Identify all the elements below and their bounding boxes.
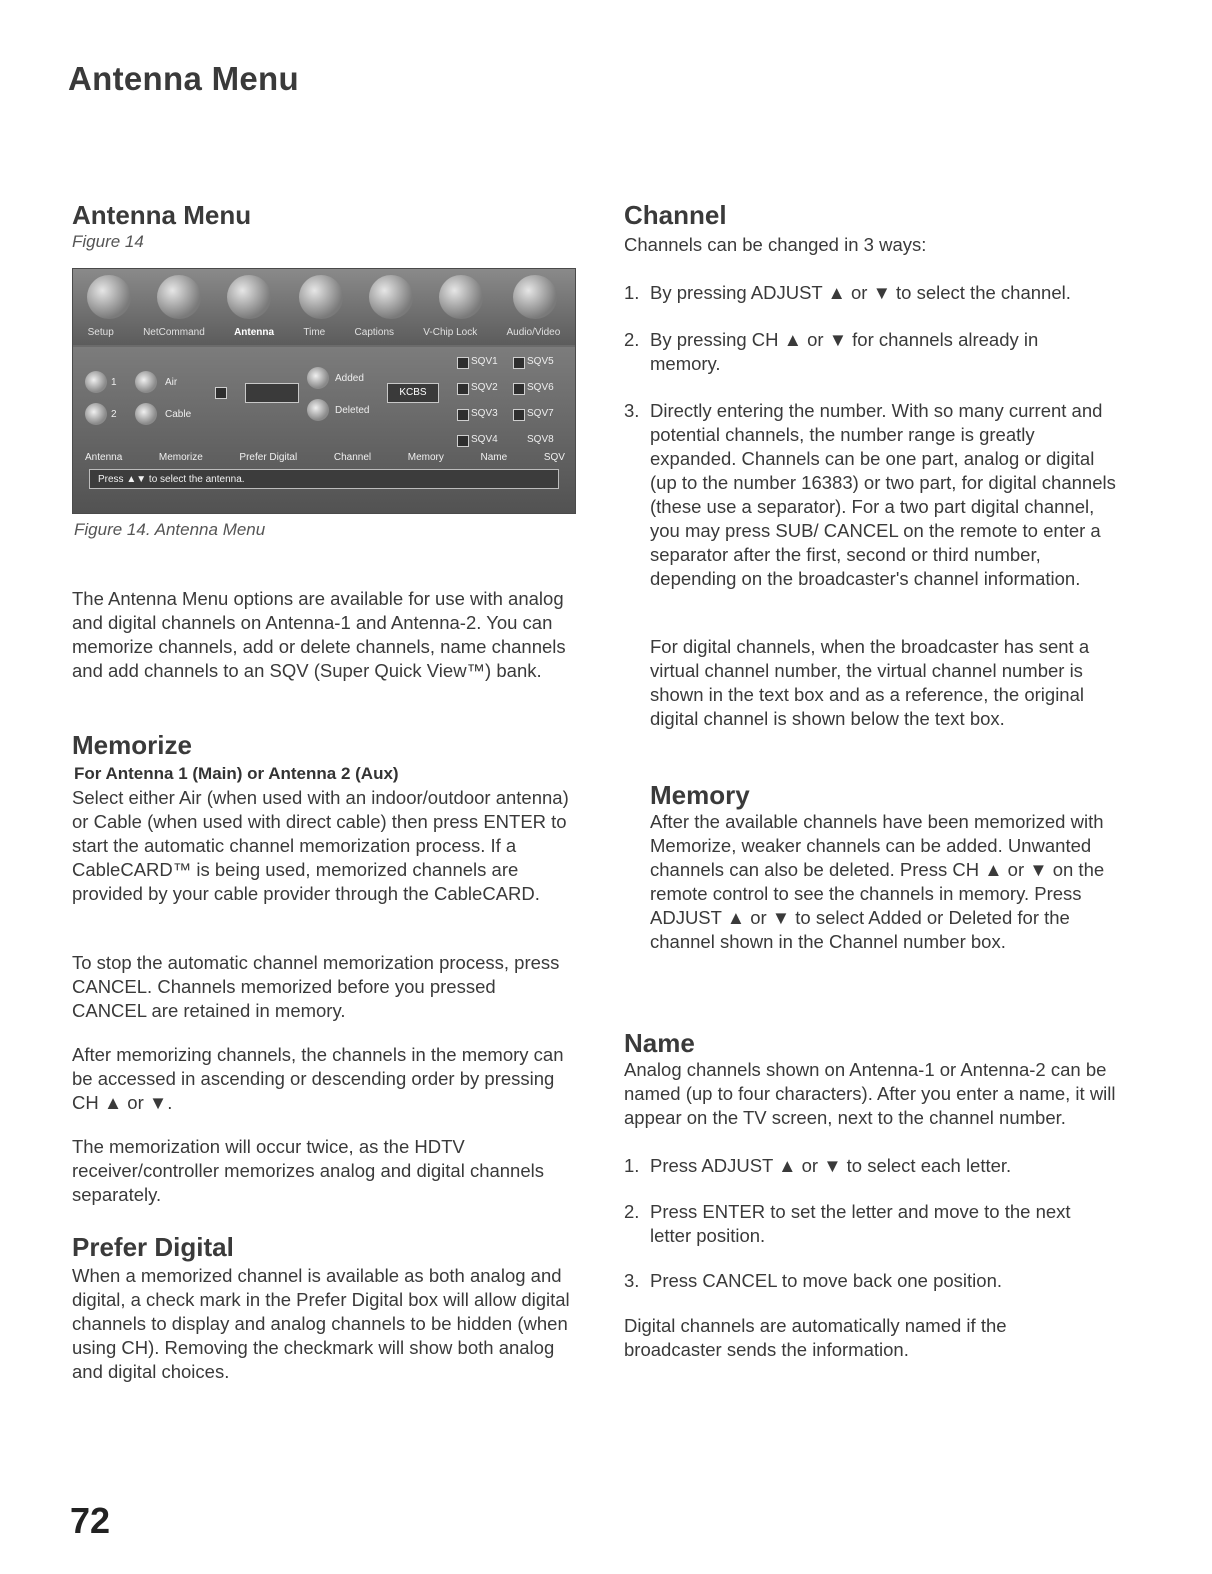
cable-radio	[135, 403, 157, 425]
prefer-digital-text: When a memorized channel is available as both analog and digital, a check mark in the Prefer Digital box will allow digital channels to display and analog channels to be hidden (when using CH). Removing the checkmark will show both analog and digital choices.	[72, 1265, 570, 1382]
channel-item-1	[624, 281, 1124, 305]
list-text: By pressing ADJUST ▲ or ▼ to select the channel.	[650, 282, 1071, 303]
col-antenna: Antenna	[85, 452, 123, 463]
antenna-icon	[227, 275, 271, 319]
prefer-digital-checkbox	[215, 387, 227, 399]
memorize-p3: After memorizing channels, the channels in the memory can be accessed in ascending or descending order by pressing CH ▲ or ▼.	[72, 1044, 564, 1113]
tab-netcommand: NetCommand	[143, 326, 205, 338]
memorize-heading: Memorize	[72, 730, 192, 760]
air-label: Air	[165, 377, 178, 388]
antenna-2-radio	[85, 403, 107, 425]
col-prefer-digital: Prefer Digital	[239, 452, 298, 463]
list-number: 2.	[624, 329, 640, 350]
added-radio	[307, 367, 329, 389]
list-text: Directly entering the number. With so many current and potential channels, the number range is greatly expanded. Channels can be one part, analog or digital (up to the number 16383) or two part, for digital channels (these use a separator). For a two part digital channel, you may press SUB/ CANCEL on the remote to enter a separator after the first, second or third number, depending on the broadcaster's channel information.	[650, 400, 1116, 589]
tab-antenna: Antenna	[234, 326, 275, 338]
sqv3-checkbox	[457, 409, 469, 421]
sqv1-label: SQV1	[471, 356, 498, 367]
captions-icon	[369, 275, 413, 319]
list-number: 2.	[624, 1201, 640, 1222]
col-channel: Channel	[333, 452, 372, 463]
list-text: Press ADJUST ▲ or ▼ to select each letter.	[650, 1155, 1012, 1176]
figure-caption: Figure 14. Antenna Menu	[74, 520, 266, 539]
intro-paragraph: The Antenna Menu options are available for use with analog and digital channels on Antenna-1 and Antenna-2. You can memorize channels, add or delete channels, name channels and add channels to an SQV (Super Quick View™) bank.	[72, 588, 566, 681]
tab-time: Time	[303, 326, 326, 338]
sqv8-label: SQV8	[527, 434, 554, 445]
channel-item-3	[624, 399, 1116, 591]
tab-vchip-lock: V-Chip Lock	[423, 326, 478, 338]
memory-heading: Memory	[650, 780, 750, 810]
memorize-p1: Select either Air (when used with an indoor/outdoor antenna) or Cable (when used with direct cable) then press ENTER to start the automatic channel memorization process. If a CableCARD™ is being used, memorized channels are provided by your cable provider through the CableCARD.	[72, 787, 569, 904]
tab-setup: Setup	[87, 326, 114, 338]
memorize-p2: To stop the automatic channel memorization process, press CANCEL. Channels memorized before you pressed CANCEL are retained in memory.	[72, 952, 560, 1021]
channel-heading: Channel	[624, 200, 727, 230]
figure-label: Figure 14	[72, 232, 144, 251]
name-item-3	[624, 1269, 1104, 1293]
page-number: 72	[70, 1500, 111, 1541]
col-memorize: Memorize	[158, 452, 203, 463]
channel-item-2	[624, 328, 1104, 376]
tab-captions: Captions	[354, 326, 394, 338]
antenna-1-label: 1	[111, 377, 117, 388]
sqv7-checkbox	[513, 409, 525, 421]
sqv6-checkbox	[513, 383, 525, 395]
tab-audio-video: Audio/Video	[506, 326, 561, 338]
name-heading: Name	[624, 1028, 695, 1058]
menu-icon-bar	[73, 269, 575, 345]
prefer-digital-heading: Prefer Digital	[72, 1232, 234, 1262]
name-outro: Digital channels are automatically named if the broadcaster sends the information.	[624, 1315, 1007, 1360]
memorize-subheading: For Antenna 1 (Main) or Antenna 2 (Aux)	[74, 764, 399, 783]
antenna-2-label: 2	[111, 409, 117, 420]
name-item-2	[624, 1200, 1094, 1248]
lock-icon	[439, 275, 483, 319]
sqv6-label: SQV6	[527, 382, 554, 393]
col-memory: Memory	[407, 452, 444, 463]
sqv4-label: SQV4	[471, 434, 498, 445]
netcommand-icon	[157, 275, 201, 319]
setup-icon	[87, 275, 131, 319]
memorize-p4: The memorization will occur twice, as the HDTV receiver/controller memorizes analog and digital channels separately.	[72, 1136, 544, 1205]
sqv2-checkbox	[457, 383, 469, 395]
sqv5-checkbox	[513, 357, 525, 369]
list-number: 1.	[624, 1155, 640, 1176]
list-number: 3.	[624, 400, 640, 421]
list-number: 3.	[624, 1270, 640, 1291]
channel-note: For digital channels, when the broadcaster has sent a virtual channel number, the virtual channel number is shown in the text box and as a reference, the original digital channel is shown below the text box.	[650, 636, 1090, 729]
list-number: 1.	[624, 282, 640, 303]
antenna-1-radio	[85, 371, 107, 393]
sqv4-checkbox	[457, 435, 469, 447]
sqv2-label: SQV2	[471, 382, 498, 393]
deleted-radio	[307, 399, 329, 421]
added-label: Added	[335, 373, 364, 384]
status-bar: Press ▲▼ to select the antenna.	[89, 469, 559, 489]
name-box: KCBS	[387, 383, 439, 403]
figure-heading: Antenna Menu	[72, 200, 252, 230]
sqv5-label: SQV5	[527, 356, 554, 367]
sqv1-checkbox	[457, 357, 469, 369]
menu-tabs	[73, 321, 575, 343]
name-intro: Analog channels shown on Antenna-1 or Antenna-2 can be named (up to four characters). After you enter a name, it will appear on the TV screen, next to the channel number.	[624, 1059, 1116, 1128]
list-text: Press ENTER to set the letter and move to the next letter position.	[650, 1201, 1071, 1246]
memory-text: After the available channels have been memorized with Memorize, weaker channels can be added. Unwanted channels can also be deleted. Press CH ▲ or ▼ on the remote control to see the channels in memory. Press ADJUST ▲ or ▼ to select Added or Deleted for the channel shown in the Channel number box.	[650, 811, 1105, 952]
name-item-1	[624, 1154, 1104, 1178]
antenna-options-panel	[73, 347, 575, 513]
col-sqv: SQV	[543, 452, 565, 463]
channel-intro: Channels can be changed in 3 ways:	[624, 234, 927, 255]
list-text: Press CANCEL to move back one position.	[650, 1270, 1003, 1291]
cable-label: Cable	[165, 409, 192, 420]
deleted-label: Deleted	[335, 405, 370, 416]
antenna-menu-screenshot	[72, 268, 576, 514]
time-icon	[299, 275, 343, 319]
sqv7-label: SQV7	[527, 408, 554, 419]
page-title: Antenna Menu	[68, 60, 299, 97]
column-headers	[85, 452, 565, 463]
sqv3-label: SQV3	[471, 408, 498, 419]
col-name: Name	[480, 452, 508, 463]
audio-video-icon	[513, 275, 557, 319]
list-text: By pressing CH ▲ or ▼ for channels already in memory.	[650, 329, 1039, 374]
air-radio	[135, 371, 157, 393]
channel-number-box	[245, 383, 299, 403]
